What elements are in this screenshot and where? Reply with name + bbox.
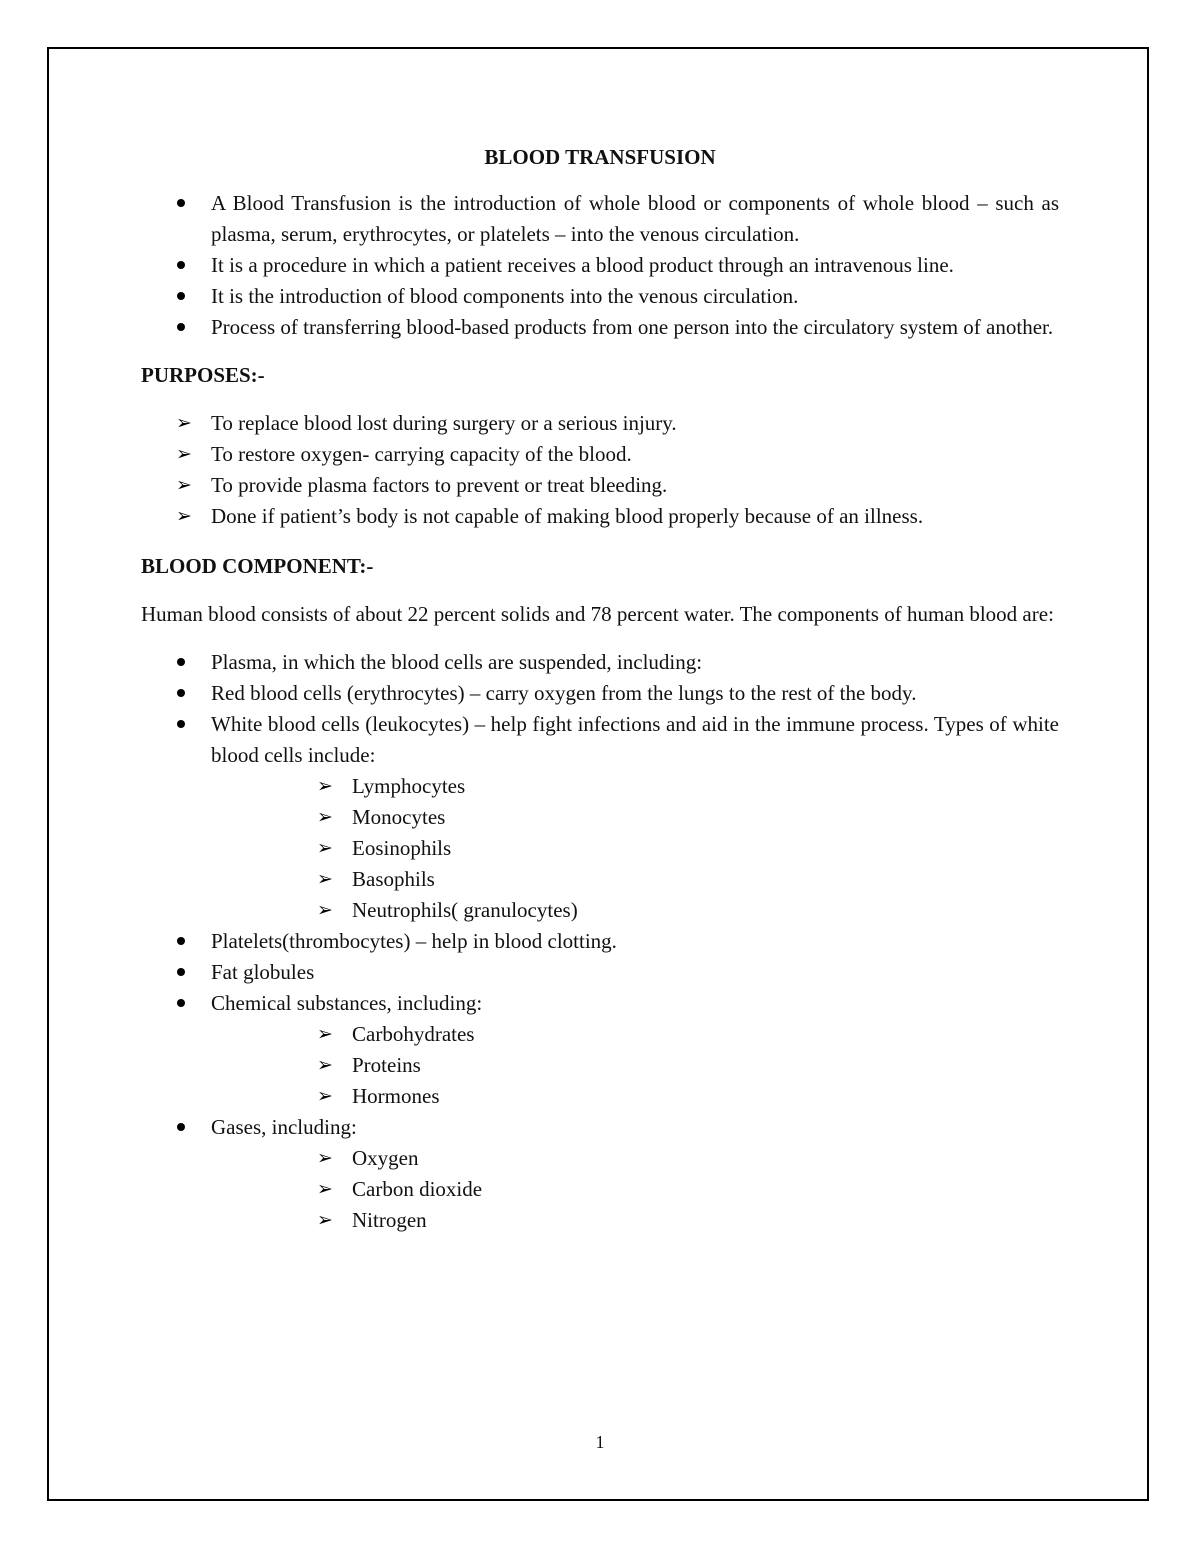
list-item: ➢ Hormones xyxy=(141,1081,1059,1112)
list-item: ➢ To restore oxygen- carrying capacity of the blood. xyxy=(141,439,1059,470)
gases-list xyxy=(141,1112,1059,1143)
list-item: ➢ Carbohydrates xyxy=(141,1019,1059,1050)
purposes-list xyxy=(141,408,1059,532)
document-body xyxy=(141,142,1059,1236)
list-item: ➢ Done if patient’s body is not capable of making blood properly because of an illness. xyxy=(141,501,1059,532)
list-item: White blood cells (leukocytes) – help fight infections and aid in the immune process. Types of white blood cells include: xyxy=(141,709,1059,771)
list-item: Platelets(thrombocytes) – help in blood clotting. xyxy=(141,926,1059,957)
list-item: ➢ To replace blood lost during surgery or a serious injury. xyxy=(141,408,1059,439)
list-item: Fat globules xyxy=(141,957,1059,988)
list-item: ➢ Basophils xyxy=(141,864,1059,895)
list-item: ➢ Proteins xyxy=(141,1050,1059,1081)
chemical-types-list xyxy=(141,1019,1059,1112)
components-list-continued xyxy=(141,926,1059,1019)
list-item: ➢ Monocytes xyxy=(141,802,1059,833)
list-item: It is a procedure in which a patient receives a blood product through an intravenous line. xyxy=(141,250,1059,281)
list-item: Red blood cells (erythrocytes) – carry oxygen from the lungs to the rest of the body. xyxy=(141,678,1059,709)
intro-list xyxy=(141,188,1059,343)
list-item: ➢ To provide plasma factors to prevent or treat bleeding. xyxy=(141,470,1059,501)
list-item: Gases, including: xyxy=(141,1112,1059,1143)
components-paragraph: Human blood consists of about 22 percent solids and 78 percent water. The components of human blood are: xyxy=(141,602,1054,626)
purposes-heading: PURPOSES:- xyxy=(141,363,265,387)
page-title: BLOOD TRANSFUSION xyxy=(484,145,716,169)
white-cell-types-list xyxy=(141,771,1059,926)
gas-types-list xyxy=(141,1143,1059,1236)
list-item: ➢ Neutrophils( granulocytes) xyxy=(141,895,1059,926)
blood-component-heading: BLOOD COMPONENT:- xyxy=(141,554,374,578)
list-item: Plasma, in which the blood cells are suspended, including: xyxy=(141,647,1059,678)
list-item: A Blood Transfusion is the introduction of whole blood or components of whole blood – such as plasma, serum, erythrocytes, or platelets – into the venous circulation. xyxy=(141,188,1059,250)
list-item: ➢ Oxygen xyxy=(141,1143,1059,1174)
list-item: ➢ Carbon dioxide xyxy=(141,1174,1059,1205)
list-item: ➢ Nitrogen xyxy=(141,1205,1059,1236)
components-list xyxy=(141,647,1059,771)
list-item: Chemical substances, including: xyxy=(141,988,1059,1019)
list-item: Process of transferring blood-based products from one person into the circulatory system of another. xyxy=(141,312,1059,343)
list-item: It is the introduction of blood components into the venous circulation. xyxy=(141,281,1059,312)
page-number: 1 xyxy=(595,1432,605,1452)
list-item: ➢ Lymphocytes xyxy=(141,771,1059,802)
list-item: ➢ Eosinophils xyxy=(141,833,1059,864)
